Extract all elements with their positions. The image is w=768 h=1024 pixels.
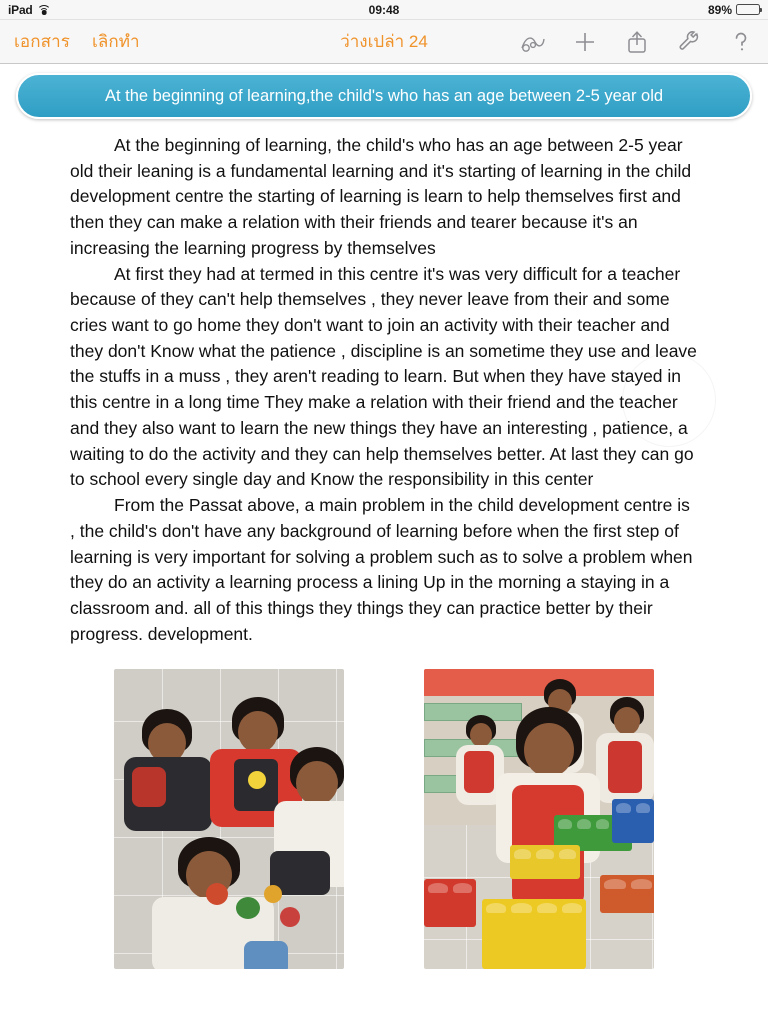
- undo-button[interactable]: เลิกทำ: [91, 32, 140, 51]
- photo2-block-yellow-1: [510, 845, 580, 879]
- status-bar: [0, 0, 768, 20]
- photo2-child-foreground: [490, 707, 606, 913]
- status-bar-left: [8, 3, 51, 17]
- photo2-block-blue: [612, 799, 654, 843]
- photo-children-playing-on-floor[interactable]: [114, 669, 344, 969]
- device-name: iPad: [8, 2, 33, 17]
- photo-child-with-building-blocks[interactable]: [424, 669, 654, 969]
- status-bar-clock: 09:48: [368, 2, 400, 17]
- document-title-banner-text: At the beginning of learning,the child's who has an age between 2-5 year old: [104, 86, 664, 105]
- help-icon[interactable]: [728, 29, 754, 55]
- document-canvas[interactable]: [0, 65, 768, 1024]
- plus-icon[interactable]: [572, 29, 598, 55]
- paragraph-3: From the Passat above, a main problem in the child development centre is , the child's don't have any background of learning before when the first step of learning is very important for solving a problem such as to solve a problem when they do an activity a learning process a lining Up in the morning a staying in a classroom and. all of this things they things they can practice better by their progress. development.: [70, 495, 693, 644]
- documents-button[interactable]: เอกสาร: [14, 32, 70, 51]
- wrench-icon[interactable]: [676, 29, 702, 55]
- status-bar-right: [708, 3, 760, 17]
- photo1-child-1: [122, 709, 214, 829]
- toolbar-right-group: [520, 29, 754, 55]
- share-icon[interactable]: [624, 29, 650, 55]
- document-body[interactable]: [70, 133, 698, 647]
- paragraph-2: At first they had at termed in this centre it's was very difficult for a teacher because of they can't help themselves , they never leave from their and some cries want to go home they don't want to join an activity with their teacher and they don't Know what the patience , discipline is an sometime they use and leave the stuffs in a muss , they aren't reading to learn. But when they have stayed in this centre in a long time They make a relation with their friend and the teacher and they also want to learn the new things they have an interesting , patience, a waiting to do the activity and they can help themselves better. At last they can go to school every single day and Know the responsibility in this center: [70, 263, 697, 490]
- photo2-block-orange: [600, 875, 654, 913]
- document-title-banner[interactable]: [16, 73, 752, 119]
- document-title: ว่างเปล่า 24: [340, 32, 428, 51]
- toolbar-left-group: [14, 28, 140, 55]
- wifi-icon: [38, 4, 51, 15]
- document-images-row: [0, 669, 768, 969]
- app-toolbar: [0, 20, 768, 64]
- paragraph-1: At the beginning of learning, the child's who has an age between 2-5 year old their leaning is a fundamental learning and it's starting of learning in the child development centre the starting of learning is learn to help themselves first and then they can make a relation with their friends and tearer because it's an increasing the learning progress by themselves: [70, 135, 692, 258]
- battery-percent-label: 89%: [707, 2, 732, 17]
- photo2-block-yellow-2: [482, 899, 586, 969]
- photo2-block-red: [424, 879, 476, 927]
- battery-icon: [736, 4, 760, 15]
- photo1-child-3: [276, 747, 344, 887]
- animate-icon[interactable]: [520, 29, 546, 55]
